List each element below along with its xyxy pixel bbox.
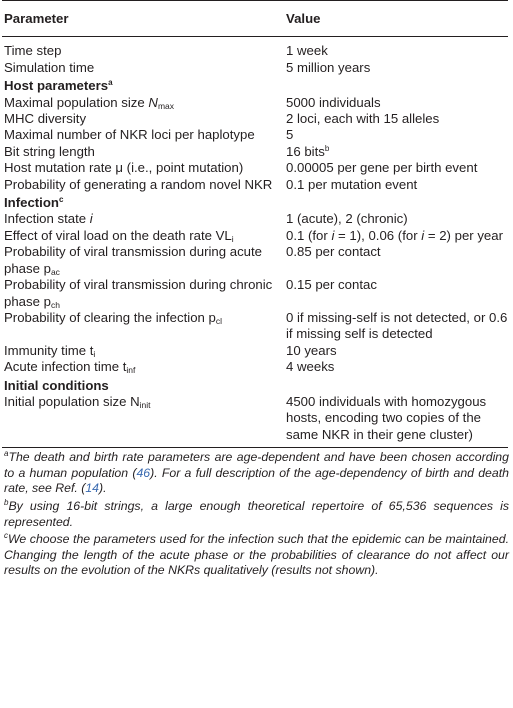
section-title: Host parameters$^a$ (4, 78, 113, 94)
param-time-step: Time step (4, 43, 62, 59)
value-novel-nkr: 0.1 per mutation event (286, 176, 418, 192)
value-simulation-time: 5 million years (286, 59, 371, 75)
table-row (2, 244, 508, 277)
param-novel-nkr: Probability of generating a random novel NKR (4, 176, 273, 192)
param-transmission-acute: Probability of viral transmission during acute phase $p_{ac}$ (4, 244, 263, 277)
value-time-step: 1 week (286, 43, 328, 59)
table-row (2, 160, 508, 176)
section-host-parameters (2, 76, 508, 94)
value-transmission-acute: 0.85 per contact (286, 244, 381, 260)
value-bit-string: 16 bits$^b$ (286, 143, 330, 159)
section-title: Infection$^c$ (4, 195, 64, 211)
table-row (2, 95, 508, 111)
table-row (2, 277, 508, 310)
value-acute-time: 4 weeks (286, 359, 335, 375)
param-initial-population: Initial population size $N_{init}$ (2, 394, 284, 448)
table-row (2, 111, 508, 127)
param-nkr-loci: Maximal number of NKR loci per haplotype (4, 127, 255, 143)
reference-link[interactable]: 14 (85, 481, 100, 496)
footnote-c: $^c$We choose the parameters used for the infection such that the epidemic can be maintained. Changing the length of the acute phase or the probabilities of clearance do not affect our results on the evolution of the NKRs qualitatively (results not shown). (4, 531, 509, 578)
value-nkr-loci: 5 (286, 127, 294, 143)
table-row (2, 37, 508, 60)
reference-link[interactable]: 46 (136, 465, 151, 480)
param-max-population: Maximal population size $N_{max}$ (4, 94, 174, 111)
param-transmission-chronic: Probability of viral transmission during chronic phase $p_{ch}$ (4, 277, 273, 310)
param-simulation-time: Simulation time (4, 59, 95, 75)
value-initial-population: 4500 individuals with homozygous hosts, encoding two copies of the same NKR in their gene cluster) (284, 394, 508, 448)
header-value: Value (284, 1, 508, 37)
param-mutation-rate: Host mutation rate μ (i.e., point mutation) (4, 160, 244, 176)
param-bit-string: Bit string length (4, 143, 95, 159)
section-infection (2, 193, 508, 211)
value-mhc-diversity: 2 loci, each with 15 alleles (286, 111, 440, 127)
value-clearing: 0 if missing-self is not detected, or 0.6 if missing self is detected (286, 309, 508, 342)
table-row (2, 211, 508, 227)
table-row (2, 144, 508, 160)
parameter-table (2, 0, 508, 448)
table-row (2, 60, 508, 76)
table-row (2, 343, 508, 359)
value-infection-state: 1 (acute), 2 (chronic) (286, 211, 408, 227)
table-row (2, 310, 508, 343)
param-infection-state: Infection state i (4, 211, 93, 227)
table-row (2, 127, 508, 143)
param-clearing: Probability of clearing the infection $p_{cl}$ (4, 309, 222, 326)
table-row (2, 359, 508, 375)
section-title: Initial conditions (4, 377, 109, 393)
param-viral-load: Effect of viral load on the death rate $VL_i$ (4, 227, 234, 244)
value-transmission-chronic: 0.15 per contac (286, 277, 377, 293)
header-parameter: Parameter (2, 1, 284, 37)
table-header-row (2, 1, 508, 37)
footnote-a: $^a$The death and birth rate parameters are age-dependent and have been chosen according to a human population (46). For a full description of the age-dependency of birth and death rate, see Ref. (14). (4, 449, 509, 496)
param-acute-time: Acute infection time $t_{inf}$ (4, 359, 136, 376)
footnote-b: $^b$By using 16-bit strings, a large enough theoretical repertoire of 65,536 sequences is represented. (4, 497, 509, 529)
param-mhc-diversity: MHC diversity (4, 111, 87, 127)
table-row (2, 228, 508, 244)
section-initial-conditions (2, 376, 508, 394)
param-immunity-time: Immunity time $t_i$ (4, 342, 96, 359)
value-immunity-time: 10 years (286, 342, 337, 358)
value-max-population: 5000 individuals (286, 94, 381, 110)
value-mutation-rate: 0.00005 per gene per birth event (286, 160, 478, 176)
table-row (2, 394, 508, 448)
table-footnotes (1, 448, 511, 579)
table-row (2, 177, 508, 193)
value-viral-load: 0.1 (for i = 1), 0.06 (for i = 2) per year (286, 227, 503, 243)
